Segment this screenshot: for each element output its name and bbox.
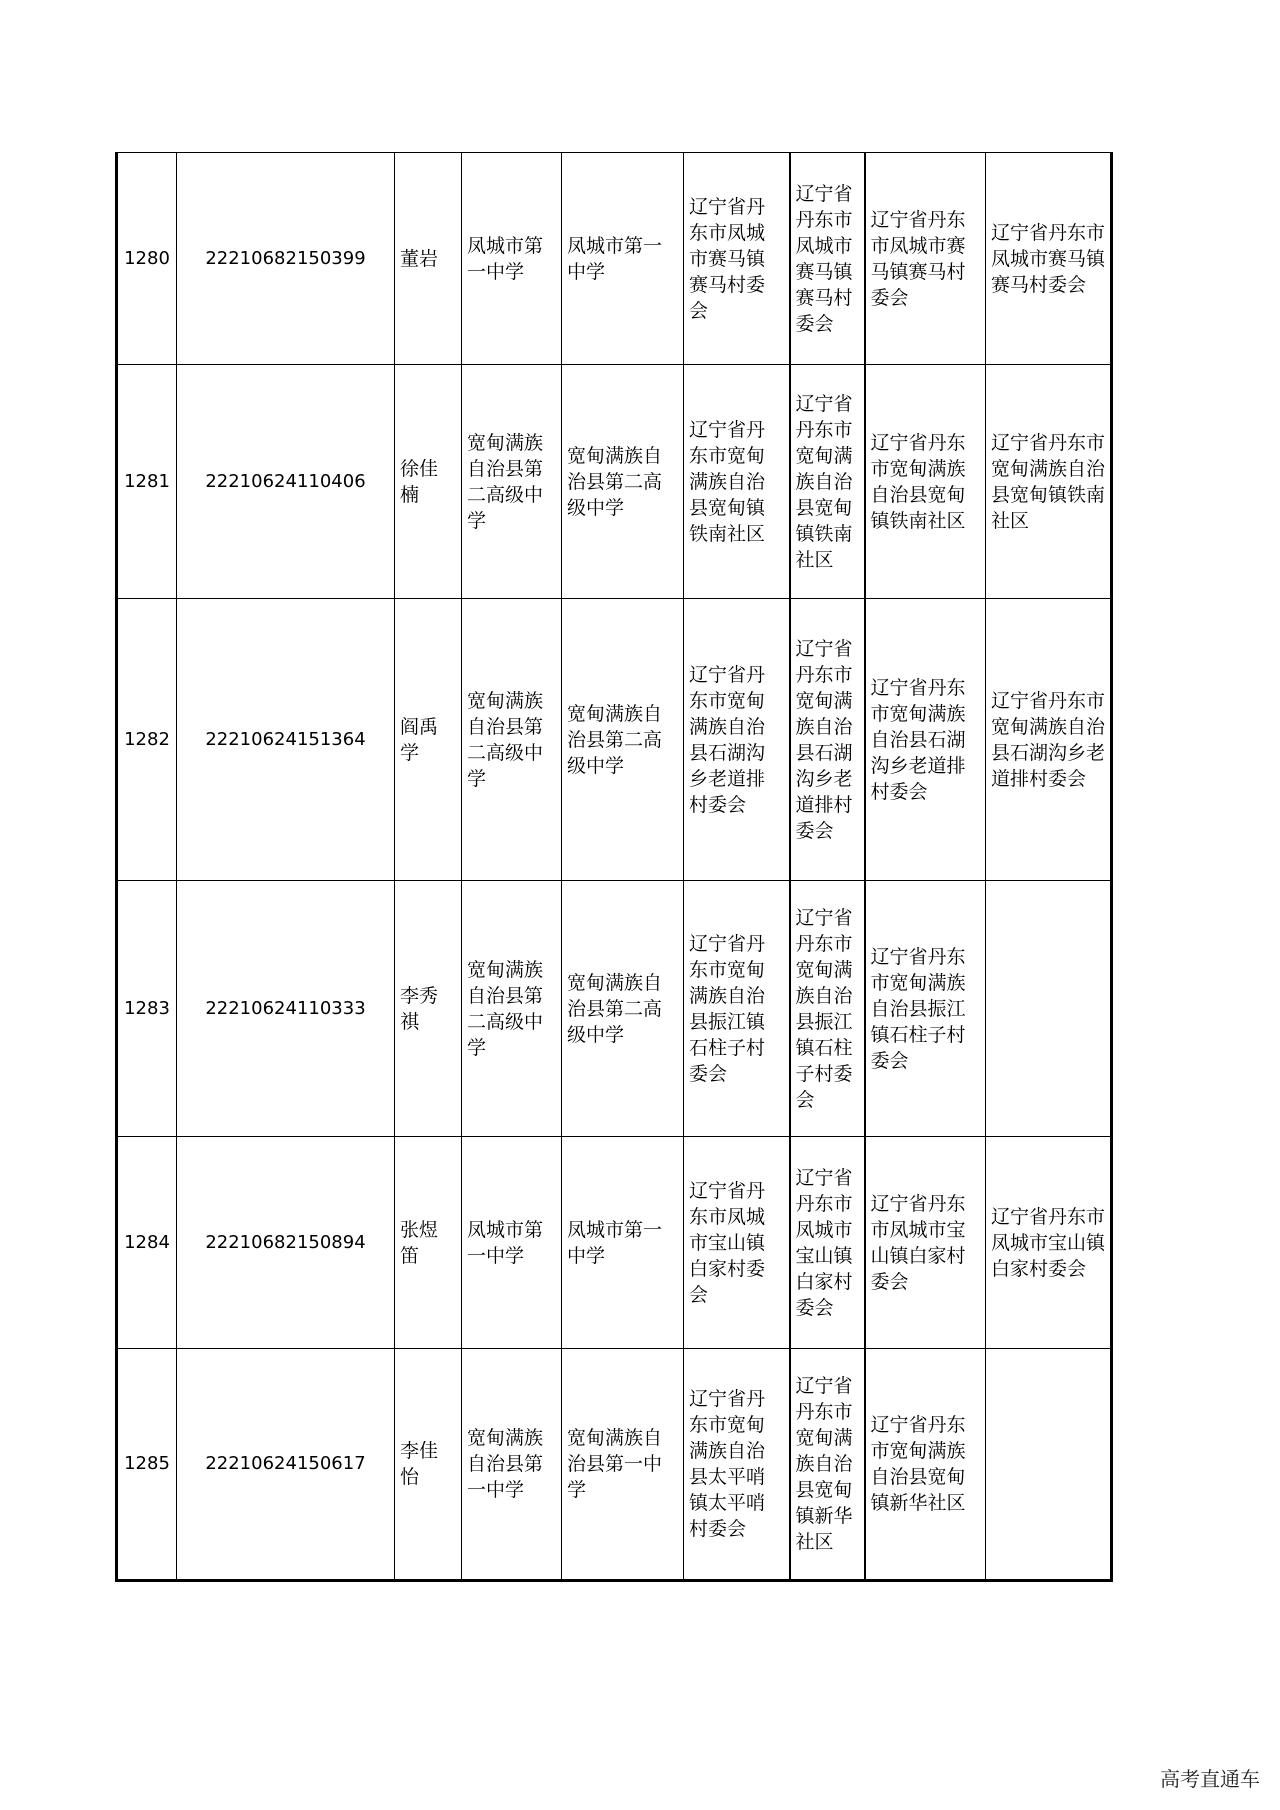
table-row: [117, 365, 1112, 599]
address-cell-1: 辽宁省丹东市宽甸满族自治县太平哨镇太平哨村委会: [684, 1349, 790, 1581]
school-alt-cell: 宽甸满族自治县第一中学: [562, 1349, 684, 1581]
address-cell-3: 辽宁省丹东市宽甸满族自治县石湖沟乡老道排村委会: [865, 599, 986, 881]
address-cell-1: 辽宁省丹东市凤城市赛马镇赛马村委会: [684, 153, 790, 365]
table-row: [117, 153, 1112, 365]
table-row: [117, 1349, 1112, 1581]
school-alt-cell: 凤城市第一中学: [562, 1137, 684, 1349]
address-cell-1: 辽宁省丹东市宽甸满族自治县石湖沟乡老道排村委会: [684, 599, 790, 881]
row-number-cell: 1285: [117, 1349, 177, 1581]
student-name-cell: 徐佳楠: [395, 365, 462, 599]
school-cell: 宽甸满族自治县第二高级中学: [462, 599, 562, 881]
address-cell-2: 辽宁省丹东市宽甸满族自治县振江镇石柱子村委会: [790, 881, 865, 1137]
student-name-cell: 阎禹学: [395, 599, 462, 881]
school-cell: 宽甸满族自治县第二高级中学: [462, 365, 562, 599]
address-cell-2: 辽宁省丹东市凤城市赛马镇赛马村委会: [790, 153, 865, 365]
registration-table: [115, 152, 1113, 1582]
address-cell-3: 辽宁省丹东市凤城市赛马镇赛马村委会: [865, 153, 986, 365]
row-number-cell: 1282: [117, 599, 177, 881]
school-alt-cell: 凤城市第一中学: [562, 153, 684, 365]
student-name-cell: 董岩: [395, 153, 462, 365]
school-alt-cell: 宽甸满族自治县第二高级中学: [562, 881, 684, 1137]
address-cell-2: 辽宁省丹东市凤城市宝山镇白家村委会: [790, 1137, 865, 1349]
address-cell-1: 辽宁省丹东市宽甸满族自治县振江镇石柱子村委会: [684, 881, 790, 1137]
school-alt-cell: 宽甸满族自治县第二高级中学: [562, 599, 684, 881]
table-row: [117, 881, 1112, 1137]
address-cell-1: 辽宁省丹东市凤城市宝山镇白家村委会: [684, 1137, 790, 1349]
school-cell: 宽甸满族自治县第二高级中学: [462, 881, 562, 1137]
address-cell-4: 辽宁省丹东市凤城市赛马镇赛马村委会: [986, 153, 1112, 365]
exam-id-cell: 22210682150894: [177, 1137, 395, 1349]
student-name-cell: 张煜笛: [395, 1137, 462, 1349]
table-row: [117, 599, 1112, 881]
student-name-cell: 李秀祺: [395, 881, 462, 1137]
row-number-cell: 1280: [117, 153, 177, 365]
address-cell-2: 辽宁省丹东市宽甸满族自治县宽甸镇铁南社区: [790, 365, 865, 599]
row-number-cell: 1284: [117, 1137, 177, 1349]
exam-id-cell: 22210624150617: [177, 1349, 395, 1581]
school-cell: 宽甸满族自治县第一中学: [462, 1349, 562, 1581]
exam-id-cell: 22210682150399: [177, 153, 395, 365]
address-cell-2: 辽宁省丹东市宽甸满族自治县石湖沟乡老道排村委会: [790, 599, 865, 881]
table-row: [117, 1137, 1112, 1349]
row-number-cell: 1283: [117, 881, 177, 1137]
watermark-text: 高考直通车: [1160, 1767, 1260, 1791]
exam-id-cell: 22210624151364: [177, 599, 395, 881]
student-name-cell: 李佳怡: [395, 1349, 462, 1581]
exam-id-cell: 22210624110333: [177, 881, 395, 1137]
address-cell-3: 辽宁省丹东市宽甸满族自治县振江镇石柱子村委会: [865, 881, 986, 1137]
address-cell-4: [986, 1349, 1112, 1581]
school-cell: 凤城市第一中学: [462, 153, 562, 365]
address-cell-3: 辽宁省丹东市宽甸满族自治县宽甸镇铁南社区: [865, 365, 986, 599]
school-cell: 凤城市第一中学: [462, 1137, 562, 1349]
address-cell-3: 辽宁省丹东市凤城市宝山镇白家村委会: [865, 1137, 986, 1349]
school-alt-cell: 宽甸满族自治县第二高级中学: [562, 365, 684, 599]
address-cell-4: 辽宁省丹东市宽甸满族自治县宽甸镇铁南社区: [986, 365, 1112, 599]
address-cell-1: 辽宁省丹东市宽甸满族自治县宽甸镇铁南社区: [684, 365, 790, 599]
address-cell-3: 辽宁省丹东市宽甸满族自治县宽甸镇新华社区: [865, 1349, 986, 1581]
address-cell-2: 辽宁省丹东市宽甸满族自治县宽甸镇新华社区: [790, 1349, 865, 1581]
exam-id-cell: 22210624110406: [177, 365, 395, 599]
address-cell-4: [986, 881, 1112, 1137]
row-number-cell: 1281: [117, 365, 177, 599]
address-cell-4: 辽宁省丹东市宽甸满族自治县石湖沟乡老道排村委会: [986, 599, 1112, 881]
address-cell-4: 辽宁省丹东市凤城市宝山镇白家村委会: [986, 1137, 1112, 1349]
